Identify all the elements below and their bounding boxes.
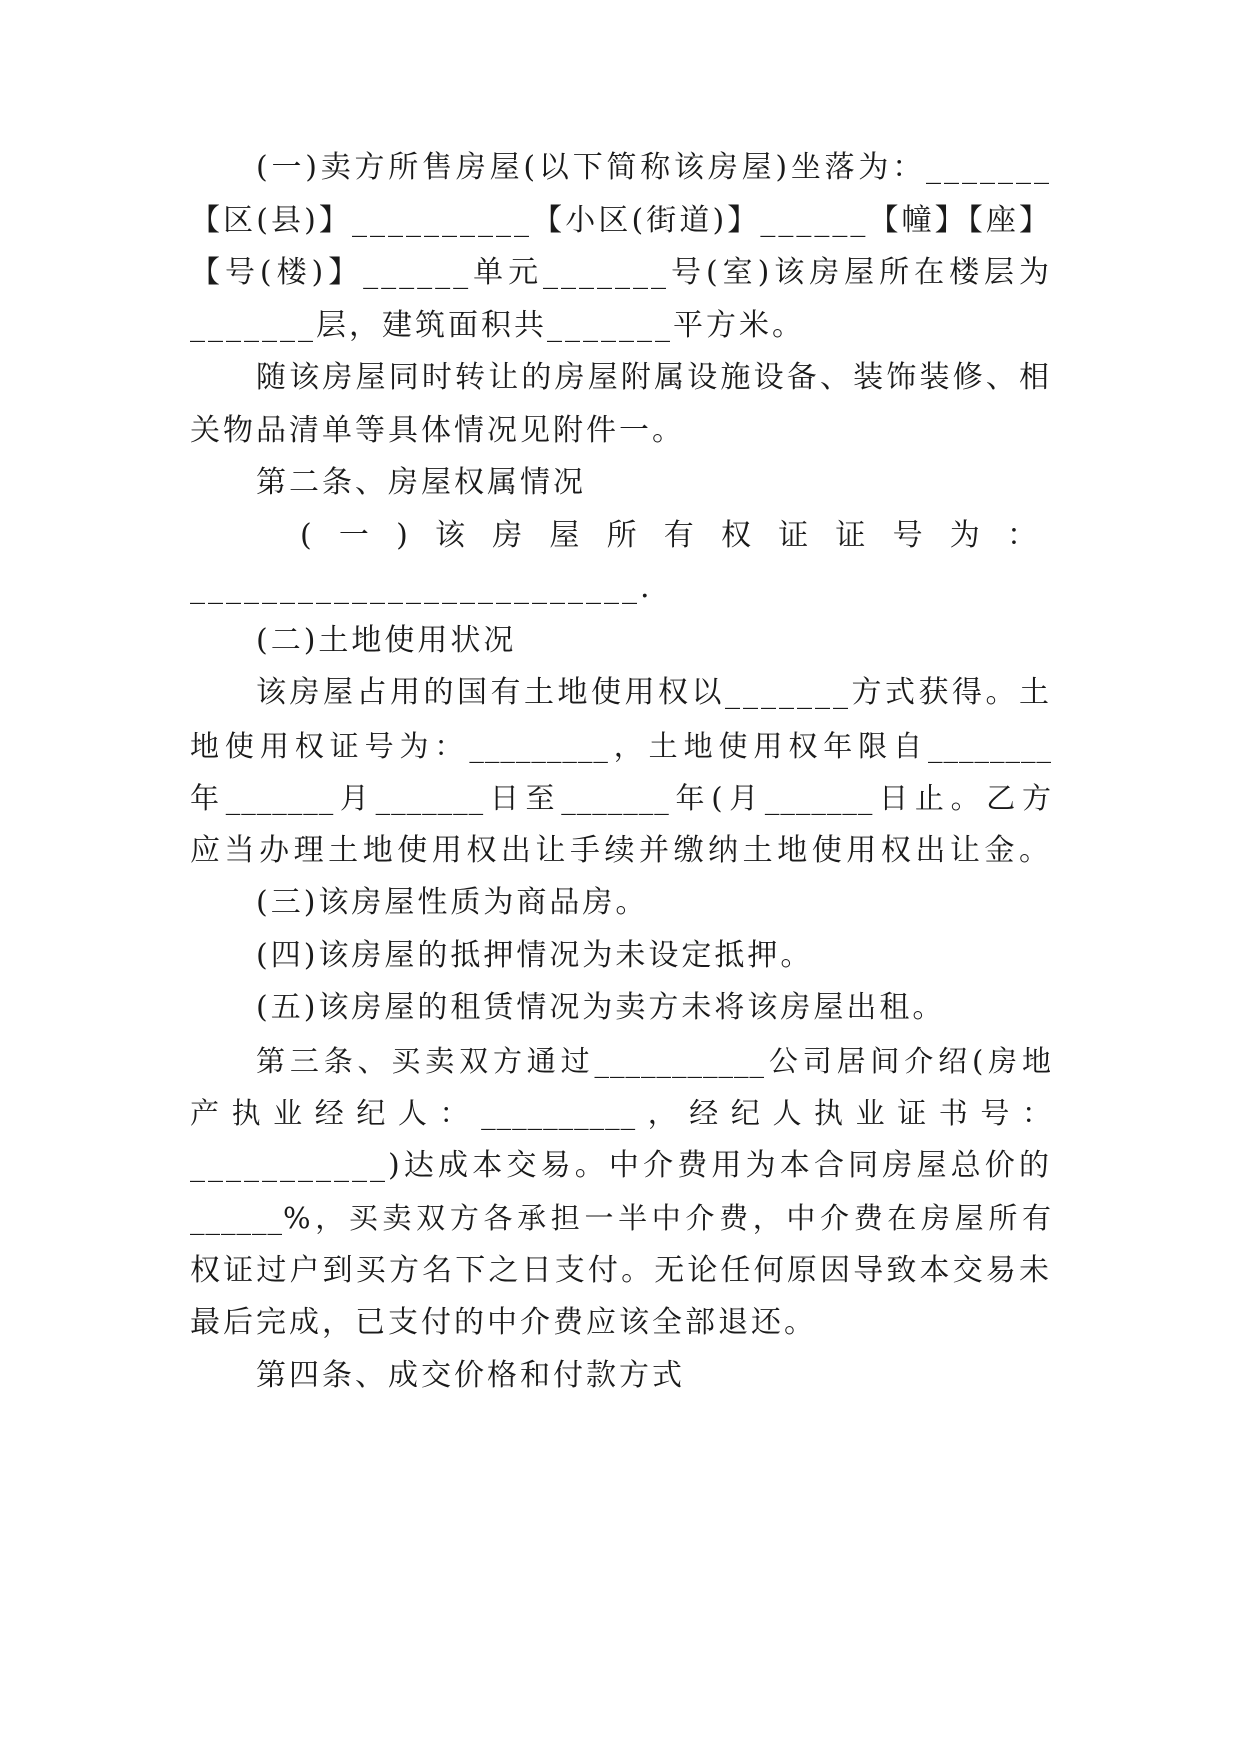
text-line: (三)该房屋性质为商品房。 [256, 885, 649, 920]
section-heading: 第四条、成交价格和付款方式 [256, 1358, 685, 1393]
text-line: ___________)达成本交易。中介费用为本合同房屋总价的 [190, 1148, 1052, 1183]
text-line: 【号(楼)】______单元_______号(室)该房屋所在楼层为 [190, 255, 1052, 290]
text-line: (一)卖方所售房屋(以下简称该房屋)坐落为：_______ [256, 150, 1052, 185]
section-heading: 第二条、房屋权属情况 [256, 465, 586, 500]
text-line: (二)土地使用状况 [256, 623, 517, 658]
text-line: 产执业经纪人：__________，经纪人执业证书号： [190, 1096, 1052, 1130]
text-line: (五)该房屋的租赁情况为卖方未将该房屋出租。 [256, 990, 946, 1025]
text-line: 应当办理土地使用权出让手续并缴纳土地使用权出让金。 [190, 833, 1052, 868]
text-line: 最后完成，已支付的中介费应该全部退还。 [190, 1305, 817, 1340]
text-line: 该房屋占用的国有土地使用权以_______方式获得。土 [256, 675, 1052, 710]
text-line: 地使用权证号为：_________，土地使用权年限自________ [190, 729, 1052, 763]
text-line: _______层，建筑面积共_______平方米。 [190, 308, 805, 343]
text-line: 关物品清单等具体情况见附件一。 [190, 413, 685, 448]
text-line: 年_______月_______日至_______年(月_______日止。乙方 [190, 781, 1052, 815]
section-heading: 第三条、买卖双方通过___________公司居间介绍(房地 [256, 1044, 1052, 1078]
text-line: 随该房屋同时转让的房屋附属设施设备、装饰装修、相 [256, 360, 1052, 395]
text-line: ______%，买卖双方各承担一半中介费，中介费在房屋所有 [190, 1201, 1052, 1235]
text-line: (一)该房屋所有权证证号为： [300, 518, 1052, 553]
text-line: (四)该房屋的抵押情况为未设定抵押。 [256, 938, 814, 973]
text-line: 权证过户到买方名下之日支付。无论任何原因导致本交易未 [190, 1253, 1052, 1288]
text-line: _________________________. [190, 570, 653, 605]
text-line: 【区(县)】__________【小区(街道)】______【幢】【座】 [190, 203, 1052, 238]
